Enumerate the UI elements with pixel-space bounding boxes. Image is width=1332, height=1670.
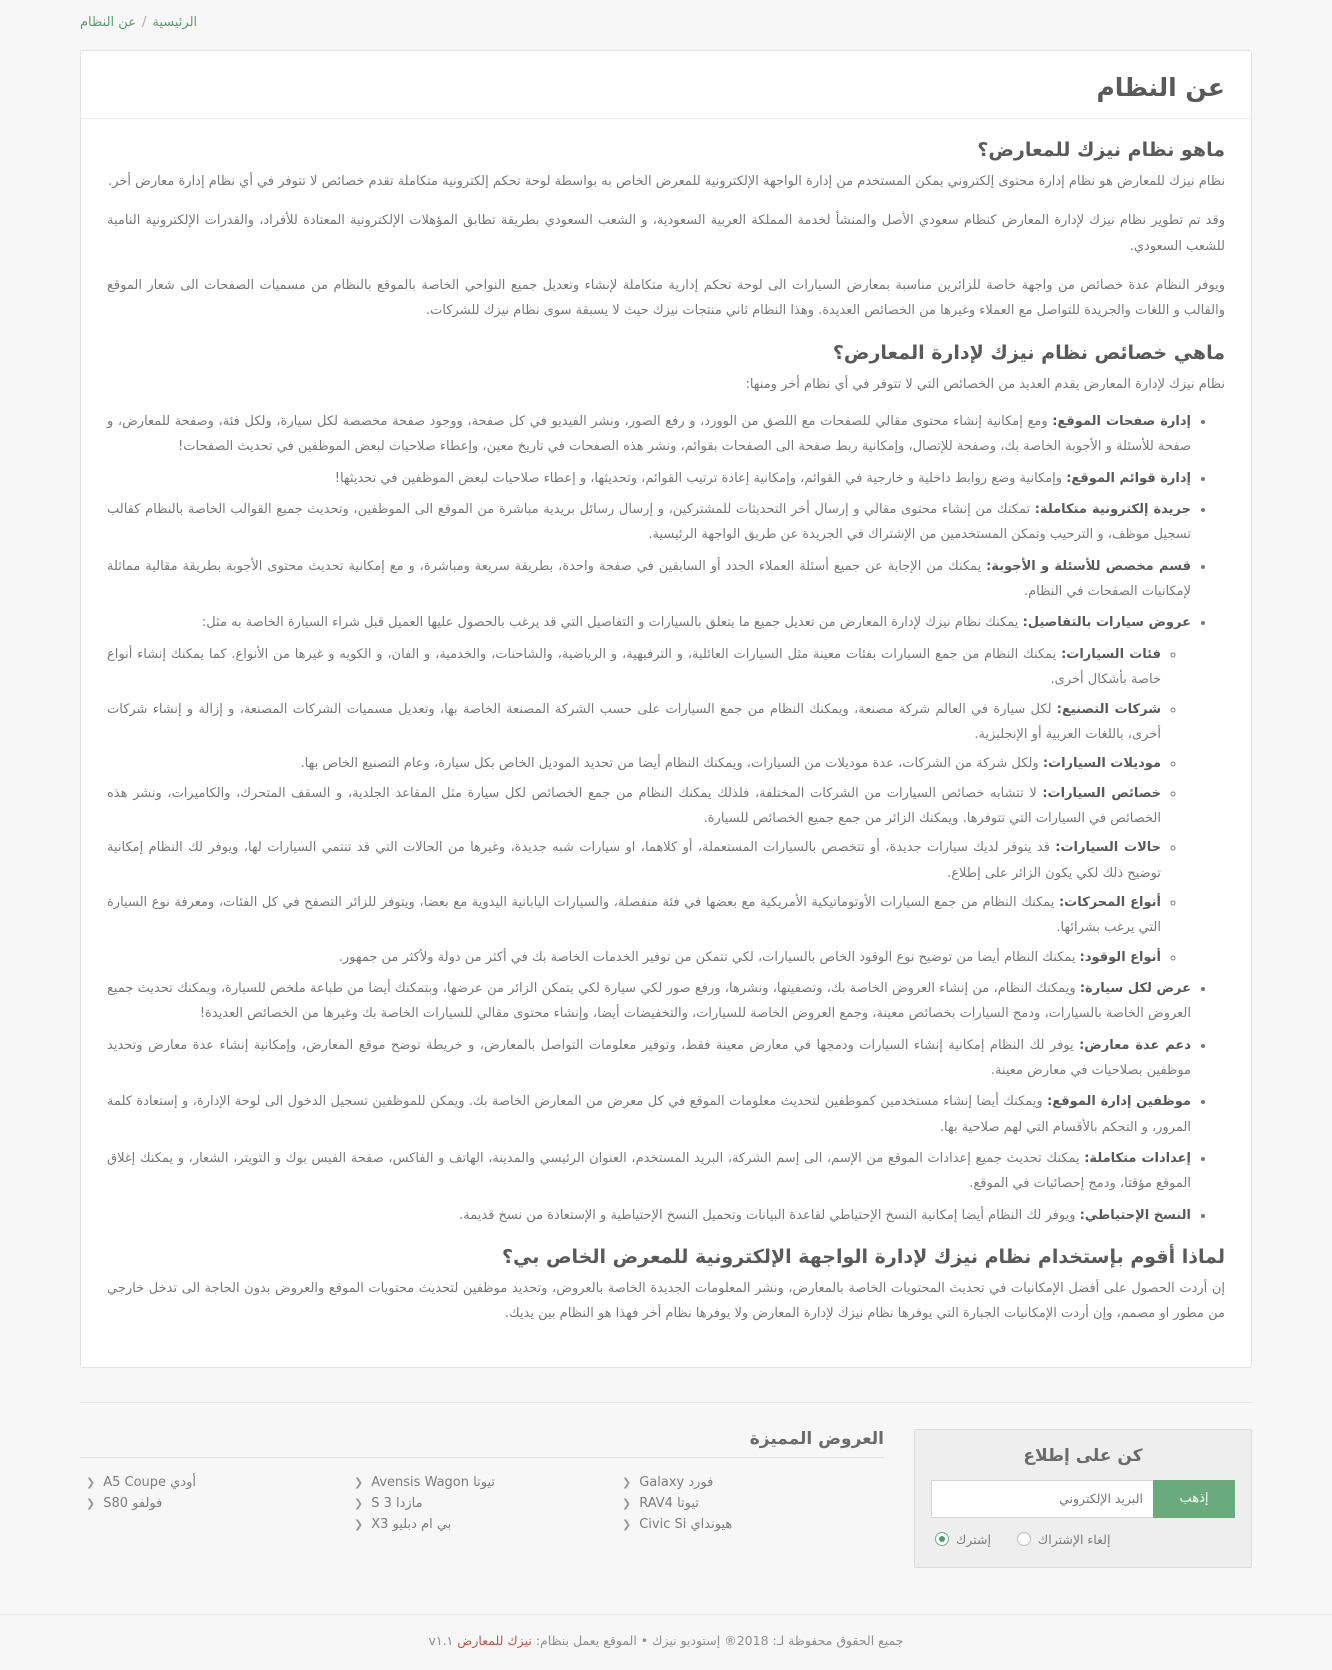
- feature-item: [107, 554, 1191, 605]
- offer-link[interactable]: [622, 1472, 878, 1493]
- offers-column: [80, 1472, 348, 1535]
- chevron-left-icon: ❮: [86, 1496, 96, 1510]
- offer-link[interactable]: [622, 1514, 878, 1535]
- feature-subitem: [107, 642, 1161, 693]
- feature-item-text: ويمكنك أيضا إنشاء مستخدمين كموظفين لتحديث معلومات الموقع في كل معرض من المعارض الخاصة بك. ويمكن للموظفين تسجيل الدخول الى لوحة الإدارة، و إستعادة كلمة المرور، و التحكم بالأقسام التي لهم صلاحية بها.: [107, 1094, 1191, 1135]
- panel-header: [81, 51, 1251, 119]
- newsletter-heading: كن على إطلاع: [1023, 1445, 1143, 1466]
- feature-subitem-title: خصائص السيارات:: [1042, 785, 1161, 801]
- feature-item-title: إدارة قوائم الموقع:: [1066, 470, 1191, 486]
- feature-item: [107, 976, 1191, 1027]
- radio-checked-icon[interactable]: [935, 1532, 949, 1546]
- breadcrumb-separator: /: [141, 14, 147, 30]
- newsletter-option-label: إلغاء الإشتراك: [1037, 1531, 1111, 1547]
- newsletter-option[interactable]: [1017, 1532, 1111, 1547]
- section-what-is-para-3: ويوفر النظام عدة خصائص من واجهة خاصة للزائرين مناسبة بمعارض السيارات الى لوحة تحكم إدارية متكاملة لإنشاء وتعديل جميع النواحي الخاصة بالموقع بالنظام من مسميات الصفحات الى شعار الموقع والقالب و اللغات والجريدة للتواصل مع العملاء وغيرها من الخصائص العديدة. وهذا النظام ثاني منتجات نيزك حيث لا يسبقة سوى نظام نيزك للشركات.: [107, 278, 1225, 319]
- feature-item-title: قسم مخصص للأسئلة و الأجوبة:: [986, 558, 1191, 574]
- feature-item: [107, 409, 1191, 460]
- chevron-left-icon: ❮: [86, 1475, 96, 1489]
- section-features-lead: نظام نيزك لإدارة المعارض يقدم العديد من الخصائص التي لا تتوفر في أي نظام أخر ومنها:: [745, 376, 1225, 392]
- feature-item-title: عرض لكل سيارة:: [1079, 980, 1191, 996]
- feature-subitem-text: قد يتوفر لديك سيارات جديدة، أو تتخصص بالسيارات المستعملة، أو كلاهما، او سيارات شبه جديدة، وغيرها من الحالات التي قد تنتمي السيارات لها، ويوفر لك النظام إمكانية توضيح ذلك لكي يكون الزائر على إطلاع.: [107, 840, 1161, 881]
- feature-item: [107, 610, 1191, 969]
- feature-subitem-text: لكل سيارة في العالم شركة مصنعة، ويمكنك النظام من جمع السيارات على حسب الشركة المصنعة الخاصة بها، وتعديل مسميات الشركات المصنعة، و إزالة و إنشاء شركات أخرى، باللغات العربية أو الإنجليزية.: [107, 701, 1161, 742]
- offer-name: بي ام دبليو X3: [371, 1516, 452, 1532]
- featured-offers-divider: [80, 1457, 884, 1458]
- feature-subitem-text: لا تتشابه خصائص السيارات من الشركات المختلفة، فلذلك يمكنك النظام من جمع الخصائص لكل سيارة مثل المقاعد الجلدية، و السقف المتحرك، والكاميرات، ونشر هذه الخصائص في السيارات التي تتوفرها. ويمكنك الزائر من جمع جميع الخصائص للسيارة.: [107, 785, 1161, 826]
- offer-link[interactable]: [86, 1472, 342, 1493]
- offer-name: فورد Galaxy: [639, 1474, 714, 1490]
- breadcrumb: [80, 15, 197, 30]
- chevron-left-icon: ❮: [354, 1517, 364, 1531]
- feature-item-text: ويمكنك النظام، من إنشاء العروض الخاصة بك، وتصفيتها، ونشرها، ورفع صور لكي سيارة لكي يتمكن الزائر من عرضها، وبتمكنك أيضا من طباعة ملخص للسيارة، ويمكنك تحديث جميع العروض الخاصة بالسيارات، ودمج السيارات بخصائص معينة، وجمع العروض الخاصة للسيارات، والتخفيضات أيضا، وإنشاء محتوى مقالي للسيارات الخاصة بك وغيرها من الخصائص العديدة!: [107, 980, 1191, 1022]
- feature-item-text: يمكنك تحديث جميع إعدادات الموقع من الإسم، الى إسم الشركة، البريد المستخدم، العنوان الرئيسي والمدينة، الهاتف و الفاكس، صفحة الفيس بوك و التويتر، الشعار، و يمكنك إغلاق الموقع مؤقتا، ودمج إحصائيات في الموقع.: [107, 1151, 1191, 1192]
- offer-name: هيونداي Civic Si: [639, 1516, 733, 1532]
- feature-item: [107, 1203, 1191, 1228]
- lower-area: [80, 1402, 1252, 1568]
- feature-subitem: [107, 751, 1161, 776]
- chevron-left-icon: ❮: [354, 1496, 364, 1510]
- featured-offers-columns: [80, 1472, 884, 1535]
- feature-item-text: ومع إمكانية إنشاء محتوى مقالي للصفحات مع اللصق من الوورد، و رفع الصور، ونشر الفيديو في كل صفحة، ووجود صفحة مخصصة لكل سيارة، ولكل فئة، وصفحة للمعارض، و صفحة للأسئلة و الأجوبة الخاصة بك، وصفحة للإتصال، وإمكانية ربط صفحة الى الصفحات بقوائم، ونشر هذه الصفحات في تاريخ معين، وإعطاء صلاحيات لبعض الموظفين في تحديث الصفحات!: [107, 414, 1191, 455]
- feature-item: [107, 497, 1191, 548]
- feature-item-title: موظفين إدارة الموقع:: [1047, 1094, 1191, 1110]
- feature-item: [107, 1089, 1191, 1140]
- offer-link[interactable]: [354, 1472, 610, 1493]
- breadcrumb-bar: [0, 0, 1332, 44]
- feature-item-title: النسخ الإحتياطي:: [1079, 1207, 1191, 1223]
- feature-subitem: [107, 835, 1161, 886]
- newsletter-email-input[interactable]: [931, 1480, 1153, 1518]
- feature-item-text: ويوفر لك النظام أيضا إمكانية النسخ الإحتياطي لقاعدة البيانات وتحميل النسخ الإحتياطية و الإستعادة من نسخ قديمة.: [459, 1207, 1080, 1223]
- section-why-heading: لماذا أقوم بإستخدام نظام نيزك لإدارة الواجهة الإلكترونية للمعرض الخاص بي؟: [501, 1246, 1225, 1269]
- footer-copyright-text: جميع الحقوق محفوظة لـ: 2018® إستوديو نيزك • الموقع يعمل بنظام:: [535, 1632, 904, 1648]
- footer: [0, 1614, 1332, 1670]
- newsletter-option-label: إشترك: [956, 1531, 991, 1547]
- feature-item-title: دعم عدة معارض:: [1079, 1037, 1191, 1053]
- page-title: عن النظام: [1096, 73, 1225, 102]
- section-why-para: إن أردت الحصول على أفضل الإمكانيات في تحديث المحتويات الخاصة بالمعارض، ونشر المعلومات الجديدة الخاصة بالعروض، وتحديد موظفين لتحديث محتويات الموقع والعروض بدون الحاجة الى تدخل خارجي من مطور او مصمم، وإن أردت الإمكانيات الجبارة التي يوفرها نظام نيزك لإدارة المعارض ولا يوفرها نظام أخر فهذا هو النظام بين يديك.: [107, 1281, 1225, 1322]
- newsletter-form: [931, 1480, 1235, 1518]
- feature-subitem-title: فئات السيارات:: [1061, 646, 1161, 662]
- feature-item: [107, 466, 1191, 491]
- chevron-left-icon: ❮: [354, 1475, 364, 1489]
- feature-subitem-text: ولكل شركة من الشركات، عدة موديلات من السيارات، ويمكنك النظام أيضا من تحديد الموديل الخاص بكل سيارة، وعام التصنيع الخاص بها.: [300, 756, 1043, 772]
- feature-item-title: إدارة صفحات الموقع:: [1052, 414, 1191, 430]
- about-panel: [80, 50, 1252, 1368]
- offer-link[interactable]: [86, 1493, 342, 1514]
- feature-item-text: تمكنك من إنشاء محتوى مقالي و إرسال أخر التحديثات للمشتركين، و إرسال رسائل بريدية مباشرة من الموقع الى الموظفين، وتحديث جميع القوالب الخاصة بالنظام كقالب تسجيل موظف، و الترحيب وتمكن المستخدمين من الإشتراك في الجريدة عن طريق الواجهة الرئيسية.: [107, 502, 1191, 543]
- feature-item-text: يوفر لك النظام إمكانية إنشاء السيارات ودمجها في معارض معينة فقط، وتوفير معلومات التواصل بالمعارض، و خريطة توضح موقع المعارض، وإمكانية إنشاء عدة معارض وتحديد موظفين بصلاحيات في معارض معينة.: [107, 1037, 1191, 1078]
- feature-item: [107, 1146, 1191, 1197]
- feature-subitem-text: يمكنك النظام من جمع السيارات بفئات معينة مثل السيارات العائلية، و الترفيهية، و الرياضية، والشاحنات، والخدمية، و الفان، و الكويه و غيرها من الأنواع. كما يمكنك إنشاء أنواع خاصة بأشكال أخرى.: [107, 646, 1161, 688]
- offer-link[interactable]: [354, 1514, 610, 1535]
- newsletter-option[interactable]: [935, 1532, 991, 1547]
- panel-body: [81, 119, 1251, 1367]
- offer-name: فولفو S80: [103, 1495, 163, 1511]
- newsletter-options: [931, 1532, 1235, 1547]
- offers-column: [348, 1472, 616, 1535]
- footer-brand-link[interactable]: نيزك للمعارض: [457, 1632, 532, 1648]
- feature-item-title: إعدادات متكاملة:: [1084, 1151, 1191, 1166]
- chevron-left-icon: ❮: [622, 1517, 632, 1531]
- feature-subitem-title: أنواع الوقود:: [1079, 949, 1161, 965]
- offer-name: أودي A5 Coupe: [103, 1474, 197, 1490]
- feature-subitem: [107, 945, 1161, 970]
- feature-subitem: [107, 890, 1161, 941]
- section-features-heading: ماهي خصائص نظام نيزك لإدارة المعارض؟: [832, 341, 1225, 364]
- feature-item-text: يمكنك من الإجابة عن جميع أسئلة العملاء الجدد أو السابقين في صفحة واحدة، بطريقة سريعة ومباشرة، و مع إمكانية تحديث محتوى الأجوبة بطريقة مقالية مماثلة لإمكانيات الصفحات في النظام.: [107, 558, 1191, 600]
- section-what-is-heading: ماهو نظام نيزك للمعارض؟: [977, 139, 1225, 161]
- feature-subitem-title: شركات التصنيع:: [1056, 701, 1161, 717]
- featured-offers-section: [80, 1429, 884, 1535]
- offer-name: تيوتا Avensis Wagon: [371, 1474, 495, 1490]
- feature-item-text: وإمكانية وضع روابط داخلية و خارجية في القوائم، وإمكانية إعادة ترتيب القوائم، وتحديثها، و إعطاء صلاحيات لبعض الموظفين في تحديثها!: [334, 470, 1067, 486]
- feature-item-text: يمكنك نظام نيزك لإدارة المعارض من تعديل جميع ما يتعلق بالسيارات و التفاصيل التي قد يرغب بالحصول عليها العميل قبل شراء السيارة الخاصة به مثل:: [201, 615, 1023, 631]
- feature-subitem-title: أنواع المحركات:: [1058, 894, 1161, 910]
- newsletter-box: [914, 1429, 1252, 1568]
- feature-subitem: [107, 781, 1161, 832]
- newsletter-submit-button[interactable]: إذهب: [1153, 1480, 1235, 1518]
- feature-item-title: عروض سيارات بالتفاصيل:: [1022, 615, 1191, 631]
- footer-version: v١.١: [428, 1632, 454, 1648]
- breadcrumb-current: عن النظام: [80, 14, 136, 30]
- offer-name: تيوتا RAV4: [639, 1495, 699, 1511]
- feature-subitem-title: موديلات السيارات:: [1042, 756, 1161, 772]
- chevron-left-icon: ❮: [622, 1475, 632, 1489]
- chevron-left-icon: ❮: [622, 1496, 632, 1510]
- feature-item-title: جريدة إلكترونية متكاملة:: [1034, 502, 1191, 518]
- section-what-is-para-2: وقد تم تطوير نظام نيزك لإدارة المعارض كنظام سعودي الأصل والمنشأ لخدمة المملكة العربية السعودية، و الشعب السعودي بطريقة تطابق المؤهلات الإلكترونية المعتادة للأفراد، والقدرات الإلكترونية النامية للشعب السعودي.: [107, 213, 1225, 254]
- feature-item: [107, 1033, 1191, 1084]
- feature-subitem: [107, 697, 1161, 748]
- feature-subitem-text: يمكنك النظام من جمع السيارات الأوتوماتيكية الأمريكية مع بعضها في فئة منفصلة، والسيارات اليابانية اليدوية مع بعضا، ويتوفر للزائر التصفح في كل الفئات، ومعرفة نوع السيارة التي يرغب بشرائها.: [107, 894, 1161, 936]
- offer-name: مازدا S 3: [371, 1495, 423, 1511]
- section-what-is-para-1: نظام نيزك للمعارض هو نظام إدارة محتوى إلكتروني يمكن المستخدم من إدارة الواجهة الإلكترونية للمعرض الخاص به بواسطة لوحة تحكم إلكترونية متكاملة تقدم خصائص لا تتوفر في أي نظام إدارة معارض أخر.: [108, 174, 1225, 189]
- offer-link[interactable]: [622, 1493, 878, 1514]
- offers-column: [616, 1472, 884, 1535]
- featured-offers-heading: العروض المميزة: [749, 1428, 884, 1449]
- feature-subitem-title: حالات السيارات:: [1055, 840, 1161, 856]
- features-list: [107, 409, 1225, 1228]
- feature-subitem-text: يمكنك النظام أيضا من توضيح نوع الوقود الخاص بالسيارات، لكي تتمكن من توفير الخدمات الخاصة بك في أكثر من دولة ولأكثر من جمهور.: [338, 949, 1080, 965]
- breadcrumb-home-link[interactable]: الرئيسية: [152, 14, 198, 30]
- radio-unchecked-icon[interactable]: [1017, 1532, 1031, 1546]
- offer-link[interactable]: [354, 1493, 610, 1514]
- feature-sublist: [107, 642, 1191, 970]
